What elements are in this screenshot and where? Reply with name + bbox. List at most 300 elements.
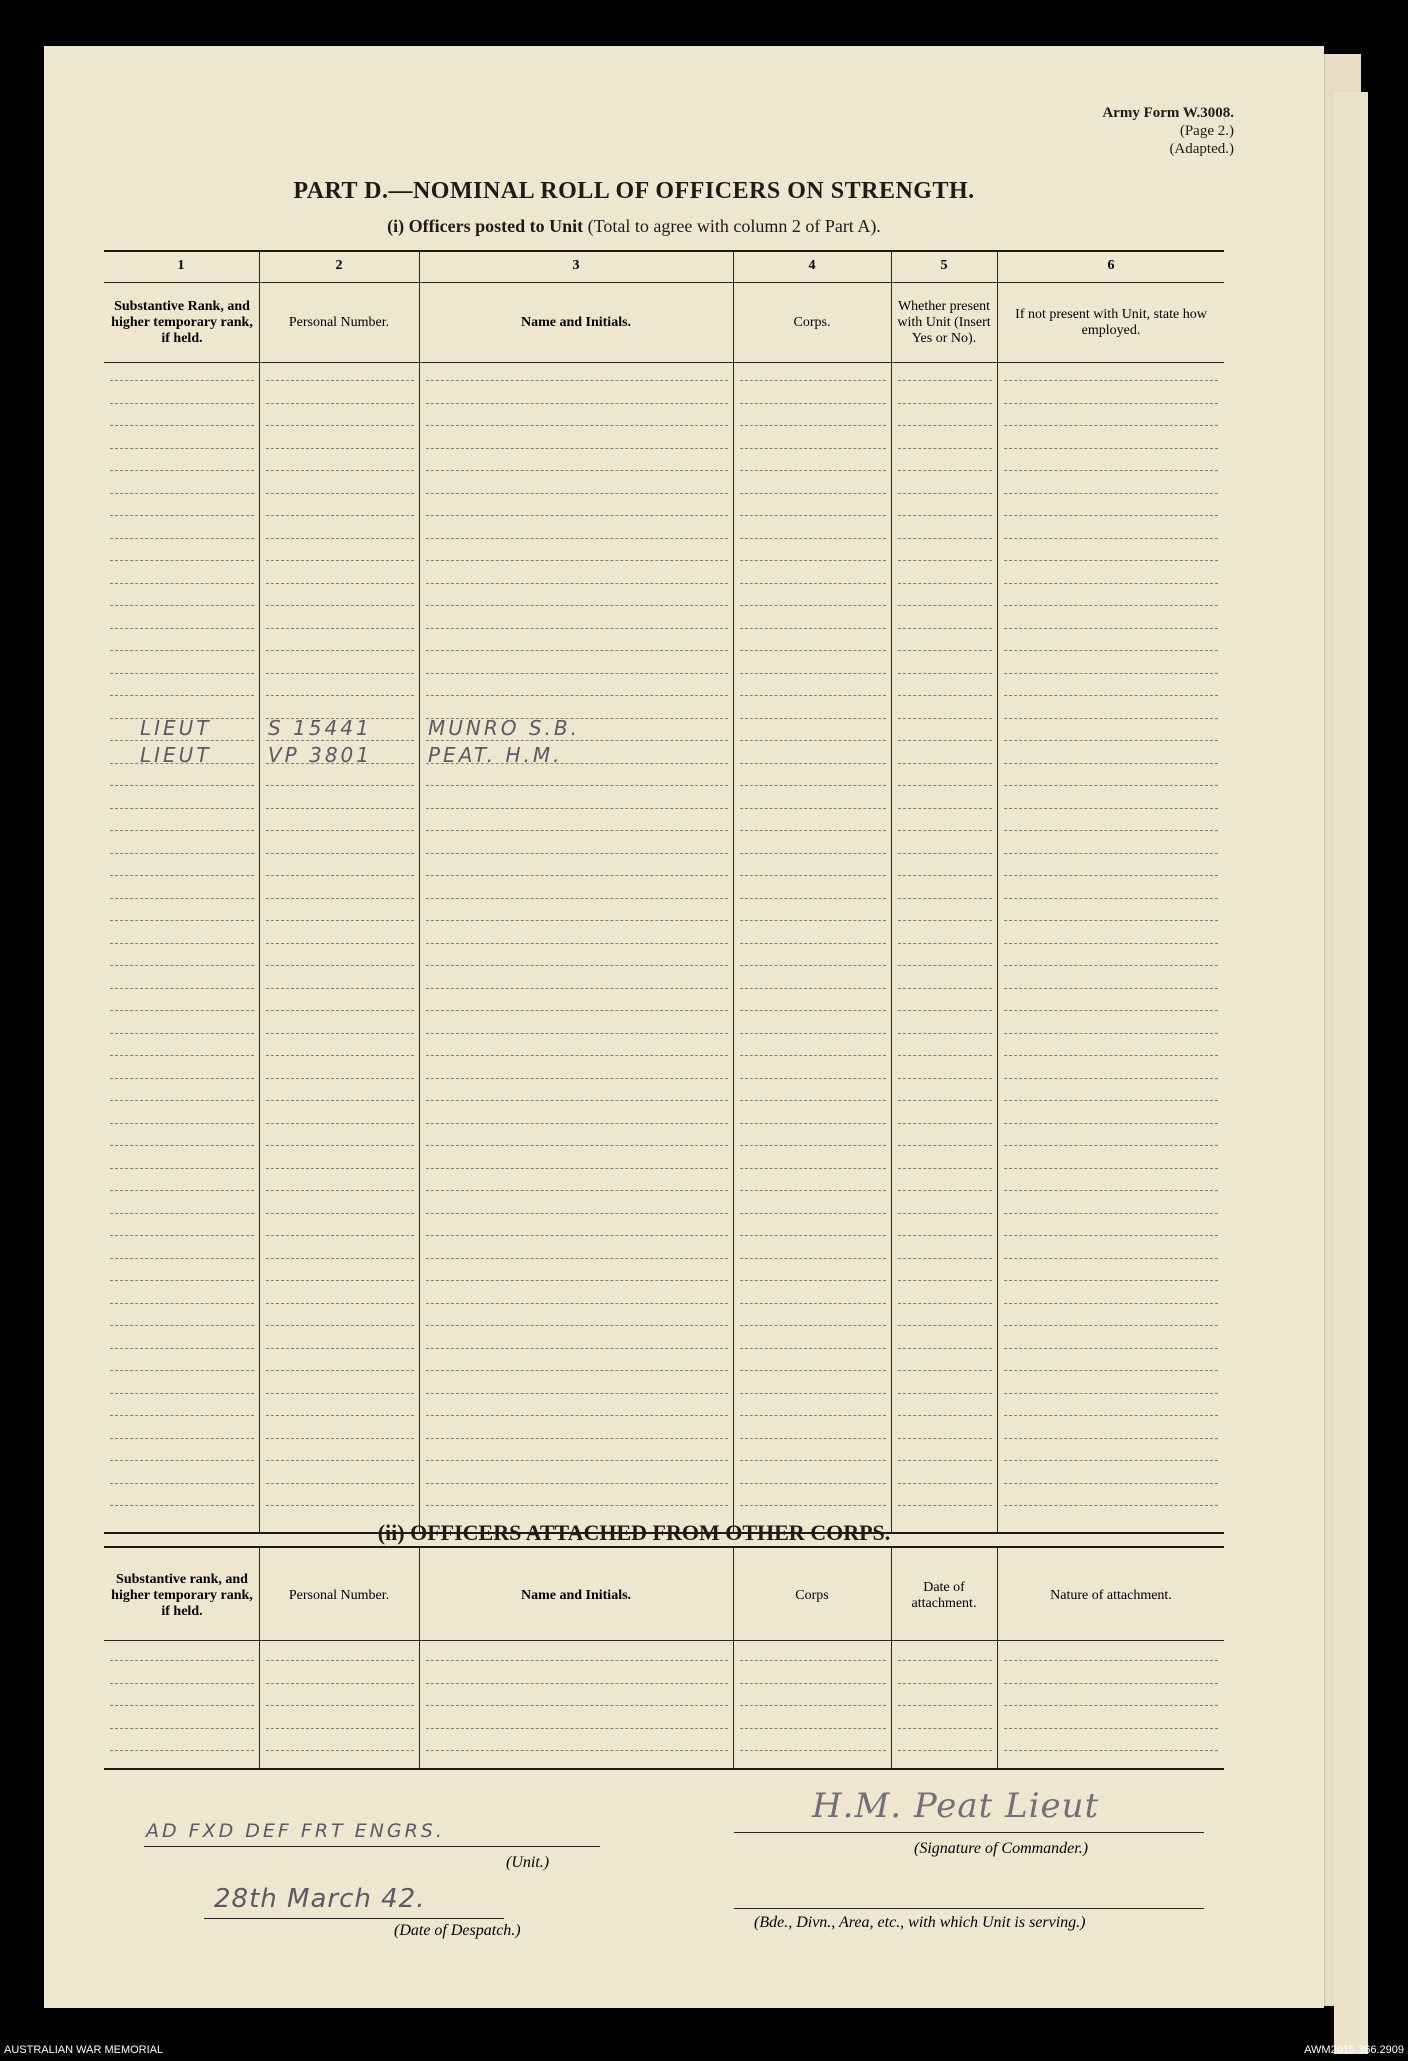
ruling-line — [426, 988, 728, 989]
date-label: (Date of Despatch.) — [394, 1922, 521, 1939]
ruling-line — [898, 1415, 992, 1416]
ruling-line — [426, 740, 728, 741]
entry-2-name: PEAT. H.M. — [428, 743, 563, 767]
ruling-line — [740, 583, 886, 584]
ruling-line — [110, 448, 254, 449]
t2-col-divider-2 — [419, 1548, 420, 1768]
ruling-line — [426, 1505, 728, 1506]
ruling-line — [1004, 1660, 1218, 1661]
ruling-line — [110, 1728, 254, 1729]
ruling-line — [110, 1505, 254, 1506]
ruling-line — [266, 583, 414, 584]
date-value: 28th March 42. — [214, 1884, 426, 1914]
ruling-line — [110, 493, 254, 494]
ruling-line — [266, 470, 414, 471]
ruling-line — [266, 920, 414, 921]
ruling-line — [426, 1100, 728, 1101]
ruling-line — [266, 448, 414, 449]
ruling-line — [110, 1010, 254, 1011]
ruling-line — [426, 470, 728, 471]
ruling-line — [898, 1460, 992, 1461]
ruling-line — [740, 875, 886, 876]
ruling-line — [1004, 1438, 1218, 1439]
ruling-line — [266, 988, 414, 989]
ruling-line — [266, 1415, 414, 1416]
ruling-line — [1004, 875, 1218, 876]
ruling-line — [266, 808, 414, 809]
ruling-line — [426, 695, 728, 696]
ruling-line — [898, 875, 992, 876]
ruling-line — [266, 1348, 414, 1349]
section2-title: (ii) OFFICERS ATTACHED FROM OTHER CORPS. — [377, 1520, 891, 1545]
bde-label: (Bde., Divn., Area, etc., with which Unit is serving.) — [754, 1914, 1086, 1931]
ruling-line — [1004, 1750, 1218, 1751]
ruling-line — [266, 1100, 414, 1101]
ruling-line — [740, 830, 886, 831]
ruling-line — [898, 853, 992, 854]
col-number-4: 4 — [808, 258, 816, 273]
ruling-line — [266, 515, 414, 516]
ruling-line — [426, 875, 728, 876]
ruling-line — [898, 403, 992, 404]
header-bottom-line — [104, 362, 1224, 363]
ruling-line — [110, 830, 254, 831]
ruling-line — [266, 1505, 414, 1506]
officers-attached-table — [104, 1546, 1224, 1770]
ruling-line — [740, 1235, 886, 1236]
entry-1-number: S 15441 — [268, 716, 372, 740]
ruling-line — [898, 1100, 992, 1101]
ruling-line — [426, 583, 728, 584]
ruling-line — [740, 988, 886, 989]
ruling-line — [426, 1438, 728, 1439]
ruling-line — [898, 1728, 992, 1729]
ruling-line — [1004, 1010, 1218, 1011]
ruling-line — [426, 785, 728, 786]
ruling-line — [740, 1213, 886, 1214]
ruling-line — [426, 403, 728, 404]
ruling-line — [898, 650, 992, 651]
ruling-line — [110, 1483, 254, 1484]
ruling-line — [1004, 1033, 1218, 1034]
ruling-line — [898, 605, 992, 606]
ruling-line — [1004, 673, 1218, 674]
ruling-line — [898, 1280, 992, 1281]
ruling-line — [110, 1683, 254, 1684]
ruling-line — [740, 1460, 886, 1461]
ruling-line — [426, 1705, 728, 1706]
ruling-line — [740, 1750, 886, 1751]
ruling-line — [266, 1370, 414, 1371]
ruling-line — [110, 1145, 254, 1146]
col-divider-5 — [997, 252, 998, 1532]
ruling-line — [426, 605, 728, 606]
ruling-line — [426, 1393, 728, 1394]
ruling-line — [740, 1190, 886, 1191]
ruling-line — [740, 673, 886, 674]
ruling-line — [266, 695, 414, 696]
form-adapted: (Adapted.) — [1169, 141, 1234, 157]
ruling-line — [266, 1705, 414, 1706]
ruling-line — [740, 448, 886, 449]
ruling-line — [898, 740, 992, 741]
ruling-line — [740, 403, 886, 404]
ruling-line — [740, 1683, 886, 1684]
ruling-line — [1004, 1280, 1218, 1281]
ruling-line — [740, 1168, 886, 1169]
ruling-line — [740, 1010, 886, 1011]
col-number-3: 3 — [572, 258, 580, 273]
ruling-line — [1004, 1055, 1218, 1056]
ruling-line — [426, 1010, 728, 1011]
ruling-line — [740, 1370, 886, 1371]
form-page-number: (Page 2.) — [1179, 123, 1234, 139]
ruling-line — [898, 1393, 992, 1394]
ruling-line — [898, 718, 992, 719]
ruling-line — [426, 1348, 728, 1349]
ruling-line — [740, 1438, 886, 1439]
ruling-line — [898, 1325, 992, 1326]
ruling-line — [740, 493, 886, 494]
ruling-line — [426, 1483, 728, 1484]
ruling-line — [110, 1190, 254, 1191]
ruling-line — [266, 1033, 414, 1034]
ruling-line — [110, 1393, 254, 1394]
t2-header-nature: Nature of attachment. — [1050, 1588, 1172, 1603]
ruling-line — [266, 380, 414, 381]
section-subtitle — [44, 216, 1224, 237]
ruling-line — [740, 695, 886, 696]
ruling-line — [266, 965, 414, 966]
ruling-line — [266, 785, 414, 786]
ruling-line — [898, 1750, 992, 1751]
header-corps: Corps. — [793, 315, 831, 330]
ruling-line — [898, 965, 992, 966]
ruling-line — [426, 380, 728, 381]
ruling-line — [898, 515, 992, 516]
ruling-line — [110, 1303, 254, 1304]
ruling-line — [110, 1280, 254, 1281]
ruling-line — [110, 425, 254, 426]
header-divider — [104, 282, 1224, 283]
ruling-line — [110, 583, 254, 584]
ruling-line — [426, 1303, 728, 1304]
ruling-line — [1004, 1460, 1218, 1461]
ruling-line — [110, 1370, 254, 1371]
ruling-line — [898, 988, 992, 989]
header-present: Whether present with Unit (Insert Yes or No). — [897, 299, 991, 346]
ruling-line — [426, 650, 728, 651]
ruling-line — [898, 673, 992, 674]
ruling-line — [426, 965, 728, 966]
form-page — [44, 46, 1324, 2008]
ruling-line — [266, 943, 414, 944]
footer-right: AWM2019.366.2909 — [1304, 2044, 1404, 2056]
ruling-line — [740, 380, 886, 381]
ruling-line — [110, 808, 254, 809]
ruling-line — [426, 1235, 728, 1236]
ruling-line — [740, 898, 886, 899]
col-divider-3 — [733, 252, 734, 1532]
ruling-line — [426, 1258, 728, 1259]
ruling-line — [1004, 560, 1218, 561]
ruling-line — [266, 1683, 414, 1684]
ruling-line — [266, 1055, 414, 1056]
ruling-line — [110, 965, 254, 966]
ruling-line — [266, 1750, 414, 1751]
ruling-line — [266, 1145, 414, 1146]
ruling-line — [898, 583, 992, 584]
ruling-line — [1004, 740, 1218, 741]
commander-signature: H.M. Peat Lieut — [812, 1786, 1100, 1826]
ruling-line — [266, 830, 414, 831]
ruling-line — [898, 898, 992, 899]
ruling-line — [110, 673, 254, 674]
ruling-line — [1004, 718, 1218, 719]
ruling-line — [426, 1145, 728, 1146]
ruling-line — [1004, 1213, 1218, 1214]
ruling-line — [266, 1325, 414, 1326]
ruling-line — [266, 403, 414, 404]
ruling-line — [110, 1258, 254, 1259]
ruling-line — [110, 785, 254, 786]
ruling-line — [898, 470, 992, 471]
col-number-6: 6 — [1107, 258, 1115, 273]
ruling-line — [1004, 1303, 1218, 1304]
ruling-line — [110, 560, 254, 561]
ruling-line — [1004, 1483, 1218, 1484]
ruling-line — [1004, 1415, 1218, 1416]
ruling-line — [1004, 808, 1218, 809]
ruling-line — [898, 448, 992, 449]
ruling-line — [266, 1258, 414, 1259]
ruling-line — [1004, 1190, 1218, 1191]
ruling-line — [898, 1010, 992, 1011]
ruling-line — [740, 740, 886, 741]
ruling-line — [110, 1460, 254, 1461]
ruling-line — [110, 1168, 254, 1169]
ruling-line — [740, 1055, 886, 1056]
ruling-line — [740, 1145, 886, 1146]
ruling-line — [1004, 853, 1218, 854]
ruling-line — [740, 1728, 886, 1729]
ruling-line — [898, 1660, 992, 1661]
header-name: Name and Initials. — [520, 315, 632, 330]
table2-header-line — [104, 1640, 1224, 1641]
ruling-line — [740, 515, 886, 516]
t2-header-name: Name and Initials. — [520, 1588, 632, 1603]
ruling-line — [110, 1438, 254, 1439]
ruling-line — [110, 1750, 254, 1751]
ruling-line — [898, 1705, 992, 1706]
ruling-line — [426, 1750, 728, 1751]
ruling-line — [266, 1728, 414, 1729]
ruling-line — [1004, 1505, 1218, 1506]
ruling-line — [426, 1213, 728, 1214]
ruling-line — [1004, 1100, 1218, 1101]
ruling-line — [898, 1235, 992, 1236]
ruling-line — [740, 560, 886, 561]
ruling-line — [426, 1370, 728, 1371]
ruling-line — [898, 1168, 992, 1169]
ruling-line — [266, 1303, 414, 1304]
ruling-line — [426, 920, 728, 921]
ruling-line — [1004, 785, 1218, 786]
ruling-line — [426, 1055, 728, 1056]
ruling-line — [426, 448, 728, 449]
col-divider-2 — [419, 252, 420, 1532]
t2-col-divider-4 — [891, 1548, 892, 1768]
ruling-line — [266, 493, 414, 494]
ruling-line — [898, 628, 992, 629]
ruling-line — [110, 695, 254, 696]
t2-header-rank: Substantive rank, and higher temporary rank, if held. — [111, 1572, 253, 1619]
ruling-line — [426, 1728, 728, 1729]
ruling-line — [740, 1705, 886, 1706]
entry-2-number: VP 3801 — [268, 743, 372, 767]
ruling-line — [1004, 448, 1218, 449]
ruling-line — [1004, 515, 1218, 516]
ruling-line — [740, 1348, 886, 1349]
ruling-line — [426, 1660, 728, 1661]
ruling-line — [740, 785, 886, 786]
header-rank: Substantive Rank, and higher temporary rank, if held. — [111, 299, 253, 346]
col-number-2: 2 — [335, 258, 343, 273]
ruling-line — [110, 515, 254, 516]
ruling-line — [266, 673, 414, 674]
col-number-1: 1 — [177, 258, 185, 273]
ruling-line — [426, 673, 728, 674]
ruling-line — [898, 1370, 992, 1371]
ruling-line — [426, 1168, 728, 1169]
ruling-line — [1004, 493, 1218, 494]
ruling-line — [898, 1348, 992, 1349]
subtitle-rest: (Total to agree with column 2 of Part A). — [583, 216, 881, 236]
ruling-line — [1004, 898, 1218, 899]
ruling-line — [898, 808, 992, 809]
ruling-line — [266, 1010, 414, 1011]
ruling-line — [1004, 1393, 1218, 1394]
signature-label: (Signature of Commander.) — [914, 1840, 1089, 1857]
ruling-line — [266, 1280, 414, 1281]
ruling-line — [740, 538, 886, 539]
ruling-line — [1004, 538, 1218, 539]
ruling-line — [898, 380, 992, 381]
ruling-line — [110, 898, 254, 899]
ruling-line — [266, 1235, 414, 1236]
ruling-line — [898, 1033, 992, 1034]
ruling-line — [426, 1280, 728, 1281]
ruling-line — [110, 380, 254, 381]
officers-posted-table — [104, 250, 1224, 1534]
ruling-line — [898, 1213, 992, 1214]
ruling-line — [1004, 763, 1218, 764]
ruling-line — [110, 1348, 254, 1349]
ruling-line — [740, 1123, 886, 1124]
ruling-line — [1004, 1705, 1218, 1706]
ruling-line — [110, 740, 254, 741]
header-personal-number: Personal Number. — [288, 315, 390, 330]
ruling-line — [266, 875, 414, 876]
ruling-line — [740, 650, 886, 651]
ruling-line — [740, 853, 886, 854]
ruling-line — [110, 1100, 254, 1101]
ruling-line — [110, 650, 254, 651]
t2-header-date: Date of attachment. — [911, 1580, 977, 1611]
ruling-line — [266, 1078, 414, 1079]
ruling-line — [426, 853, 728, 854]
ruling-line — [740, 1280, 886, 1281]
ruling-line — [740, 763, 886, 764]
ruling-line — [898, 538, 992, 539]
form-identifier — [1102, 104, 1234, 158]
ruling-line — [266, 1168, 414, 1169]
ruling-line — [110, 403, 254, 404]
ruling-line — [110, 605, 254, 606]
ruling-line — [740, 1078, 886, 1079]
ruling-line — [266, 650, 414, 651]
ruling-line — [740, 1303, 886, 1304]
ruling-line — [898, 1078, 992, 1079]
ruling-line — [1004, 1325, 1218, 1326]
ruling-line — [740, 605, 886, 606]
ruling-line — [110, 1055, 254, 1056]
ruling-line — [426, 1460, 728, 1461]
ruling-line — [266, 605, 414, 606]
ruling-line — [898, 1123, 992, 1124]
ruling-line — [110, 470, 254, 471]
ruling-line — [110, 1078, 254, 1079]
ruling-line — [740, 1258, 886, 1259]
ruling-line — [426, 808, 728, 809]
unit-value: AD FXD DEF FRT ENGRS. — [146, 1820, 445, 1842]
ruling-line — [898, 695, 992, 696]
t2-col-divider-1 — [259, 1548, 260, 1768]
ruling-line — [898, 830, 992, 831]
unit-label: (Unit.) — [506, 1854, 550, 1871]
ruling-line — [110, 1123, 254, 1124]
ruling-line — [1004, 920, 1218, 921]
page-title: PART D.—NOMINAL ROLL OF OFFICERS ON STRENGTH. — [293, 178, 975, 204]
ruling-line — [740, 1100, 886, 1101]
ruling-line — [266, 628, 414, 629]
ruling-line — [898, 425, 992, 426]
entry-1-name: MUNRO S.B. — [428, 716, 580, 740]
t2-col-divider-3 — [733, 1548, 734, 1768]
ruling-line — [266, 1213, 414, 1214]
ruling-line — [740, 965, 886, 966]
ruling-line — [898, 1190, 992, 1191]
ruling-line — [898, 1683, 992, 1684]
ruling-line — [426, 1033, 728, 1034]
t2-header-corps: Corps — [795, 1588, 829, 1603]
ruling-line — [898, 1303, 992, 1304]
ruling-line — [1004, 470, 1218, 471]
ruling-line — [426, 898, 728, 899]
ruling-line — [898, 1258, 992, 1259]
ruling-line — [426, 1123, 728, 1124]
entry-2-rank: LIEUT — [140, 743, 212, 767]
ruling-line — [110, 538, 254, 539]
date-line — [204, 1918, 504, 1919]
ruling-line — [110, 943, 254, 944]
ruling-line — [1004, 1123, 1218, 1124]
ruling-line — [110, 988, 254, 989]
ruling-line — [740, 425, 886, 426]
ruling-line — [898, 1483, 992, 1484]
ruling-line — [110, 1033, 254, 1034]
ruling-line — [266, 1393, 414, 1394]
